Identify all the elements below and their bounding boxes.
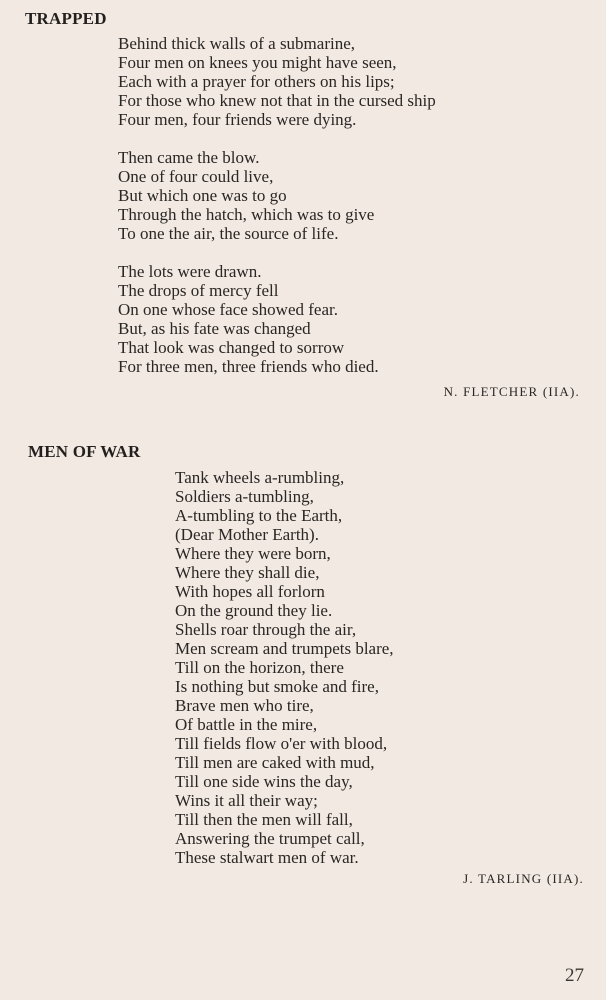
poem-line: (Dear Mother Earth). bbox=[175, 525, 319, 544]
poem-line: Is nothing but smoke and fire, bbox=[175, 677, 379, 696]
poem-line: For those who knew not that in the cursed ship bbox=[118, 91, 436, 110]
poem-body bbox=[118, 34, 436, 376]
poem-title: MEN OF WAR bbox=[28, 442, 141, 461]
stanza-break bbox=[118, 243, 436, 262]
page-number: 27 bbox=[565, 965, 584, 986]
poem-line: Behind thick walls of a submarine, bbox=[118, 34, 356, 53]
poem-line: Soldiers a-tumbling, bbox=[175, 487, 314, 506]
poem-line: Four men, four friends were dying. bbox=[118, 110, 357, 129]
poem-line: The drops of mercy fell bbox=[118, 281, 279, 300]
poem-line: Through the hatch, which was to give bbox=[118, 205, 375, 224]
poem-line: Four men on knees you might have seen, bbox=[118, 53, 397, 72]
stanza-break bbox=[118, 129, 436, 148]
poem-line: Tank wheels a-rumbling, bbox=[175, 468, 345, 487]
poem-line: Till men are caked with mud, bbox=[175, 753, 375, 772]
poem-body bbox=[175, 468, 394, 867]
poem-line: Answering the trumpet call, bbox=[175, 829, 365, 848]
poem-line: That look was changed to sorrow bbox=[118, 338, 345, 357]
poem-line: Of battle in the mire, bbox=[175, 715, 318, 734]
poem-line: Till fields flow o'er with blood, bbox=[175, 734, 388, 753]
poem-author: J. TARLING (IIA). bbox=[463, 871, 584, 886]
poem-line: One of four could live, bbox=[118, 167, 274, 186]
poem-line: But which one was to go bbox=[118, 186, 287, 205]
poem-line: On the ground they lie. bbox=[175, 601, 333, 620]
poem-line: Where they were born, bbox=[175, 544, 331, 563]
poem-title: TRAPPED bbox=[25, 9, 107, 28]
poem-line: Wins it all their way; bbox=[175, 791, 318, 810]
poem-line: Each with a prayer for others on his lips; bbox=[118, 72, 395, 91]
poem-line: Till on the horizon, there bbox=[175, 658, 344, 677]
poem-line: A-tumbling to the Earth, bbox=[175, 506, 343, 525]
poem-line: Where they shall die, bbox=[175, 563, 320, 582]
poem-line: Then came the blow. bbox=[118, 148, 260, 167]
poem-line: On one whose face showed fear. bbox=[118, 300, 338, 319]
poem-line: The lots were drawn. bbox=[118, 262, 262, 281]
poem-line: To one the air, the source of life. bbox=[118, 224, 339, 243]
poem-line: Till one side wins the day, bbox=[175, 772, 353, 791]
poem-line: But, as his fate was changed bbox=[118, 319, 311, 338]
poem-line: For three men, three friends who died. bbox=[118, 357, 379, 376]
poem-line: With hopes all forlorn bbox=[175, 582, 325, 601]
poem-author: N. FLETCHER (IIA). bbox=[443, 384, 580, 399]
poem-line: Brave men who tire, bbox=[175, 696, 314, 715]
poem-line: Shells roar through the air, bbox=[175, 620, 357, 639]
poem-line: Till then the men will fall, bbox=[175, 810, 353, 829]
poem-line: These stalwart men of war. bbox=[175, 848, 359, 867]
poem-line: Men scream and trumpets blare, bbox=[175, 639, 394, 658]
